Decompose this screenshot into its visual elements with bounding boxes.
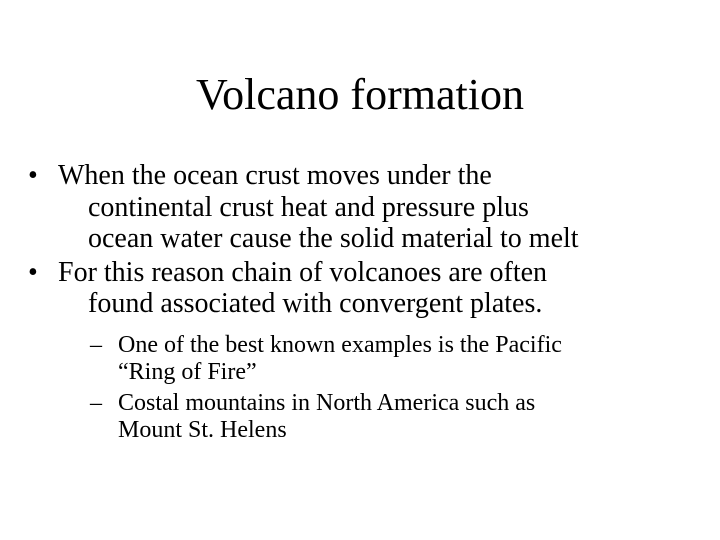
slide-title: Volcano formation [196, 70, 524, 119]
sub-bullet-item [28, 332, 678, 387]
dash-marker: – [90, 331, 102, 358]
sub-bullet-text-line: Mount St. Helens [118, 417, 287, 443]
sub-bullet-text-line: One of the best known examples is the Pacific [118, 331, 562, 358]
bullet-item [28, 257, 678, 320]
sub-bullet-text-line: “Ring of Fire” [118, 359, 257, 385]
sub-bullet-item [28, 390, 678, 445]
bullet-text-line: ocean water cause the solid material to melt [88, 223, 579, 254]
bullet-text-line: found associated with convergent plates. [88, 288, 543, 319]
sub-bullet-text-line: Costal mountains in North America such as [118, 389, 536, 416]
dash-marker: – [90, 389, 102, 416]
bullet-text-line: continental crust heat and pressure plus [88, 191, 529, 223]
bullet-text-line: When the ocean crust moves under the [58, 160, 492, 191]
bullet-marker: • [28, 256, 38, 288]
bullet-text-line: For this reason chain of volcanoes are often [58, 256, 548, 288]
sub-bullet-list [28, 332, 678, 445]
bullet-marker: • [28, 160, 38, 191]
bullet-item [28, 160, 678, 255]
slide-body [28, 160, 678, 448]
